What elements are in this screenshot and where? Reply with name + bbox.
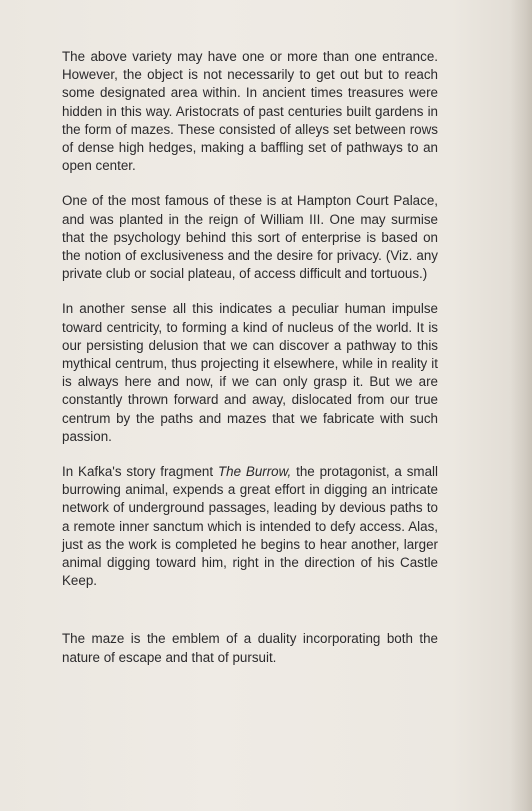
kafka-text-before: In Kafka's story fragment [62, 464, 218, 480]
paragraph-maze-variety: The above variety may have one or more than one entrance. However, the object is not necessarily to get out but to reach some designated area within. In ancient times treasures were hidden in this way. Aristocrats of past centuries built gardens in the form of mazes. These consisted of alleys set between rows of dense high hedges, making a baffling set of pathways to an open center. [62, 49, 438, 174]
paragraph-duality: The maze is the emblem of a duality incorporating both the nature of escape and that of pursuit. [62, 631, 438, 665]
paragraph-centricity: In another sense all this indicates a peculiar human impulse toward centricity, to forming a kind of nucleus of the world. It is our persisting delusion that we can discover a pathway to this mythical centrum, thus projecting it elsewhere, while in reality it is always here and now, if we can only grasp it. But we are constantly thrown forward and away, dislocated from our true centrum by the paths and mazes that we fabricate with such passion. [62, 301, 438, 444]
kafka-text-after: the protagonist, a small burrowing animal, expends a great effort in digging an intricate network of underground passages, leading by devious paths to a remote inner sanctum which is intended to defy access. Alas, just as the work is completed he begins to hear another, larger animal digging toward him, right in the direction of his Castle Keep. [62, 464, 438, 589]
kafka-story-title: The Burrow, [217, 464, 292, 480]
paragraph-kafka [62, 463, 438, 590]
paragraph-hampton-court: One of the most famous of these is at Hampton Court Palace, and was planted in the reign of William III. One may surmise that the psychology behind this sort of enterprise is based on the notion of exclusiveness and the desire for privacy. (Viz. any private club or social plateau, of access difficult and tortuous.) [62, 193, 438, 282]
page-body-text [62, 48, 438, 684]
page-gutter-shadow [510, 0, 532, 811]
